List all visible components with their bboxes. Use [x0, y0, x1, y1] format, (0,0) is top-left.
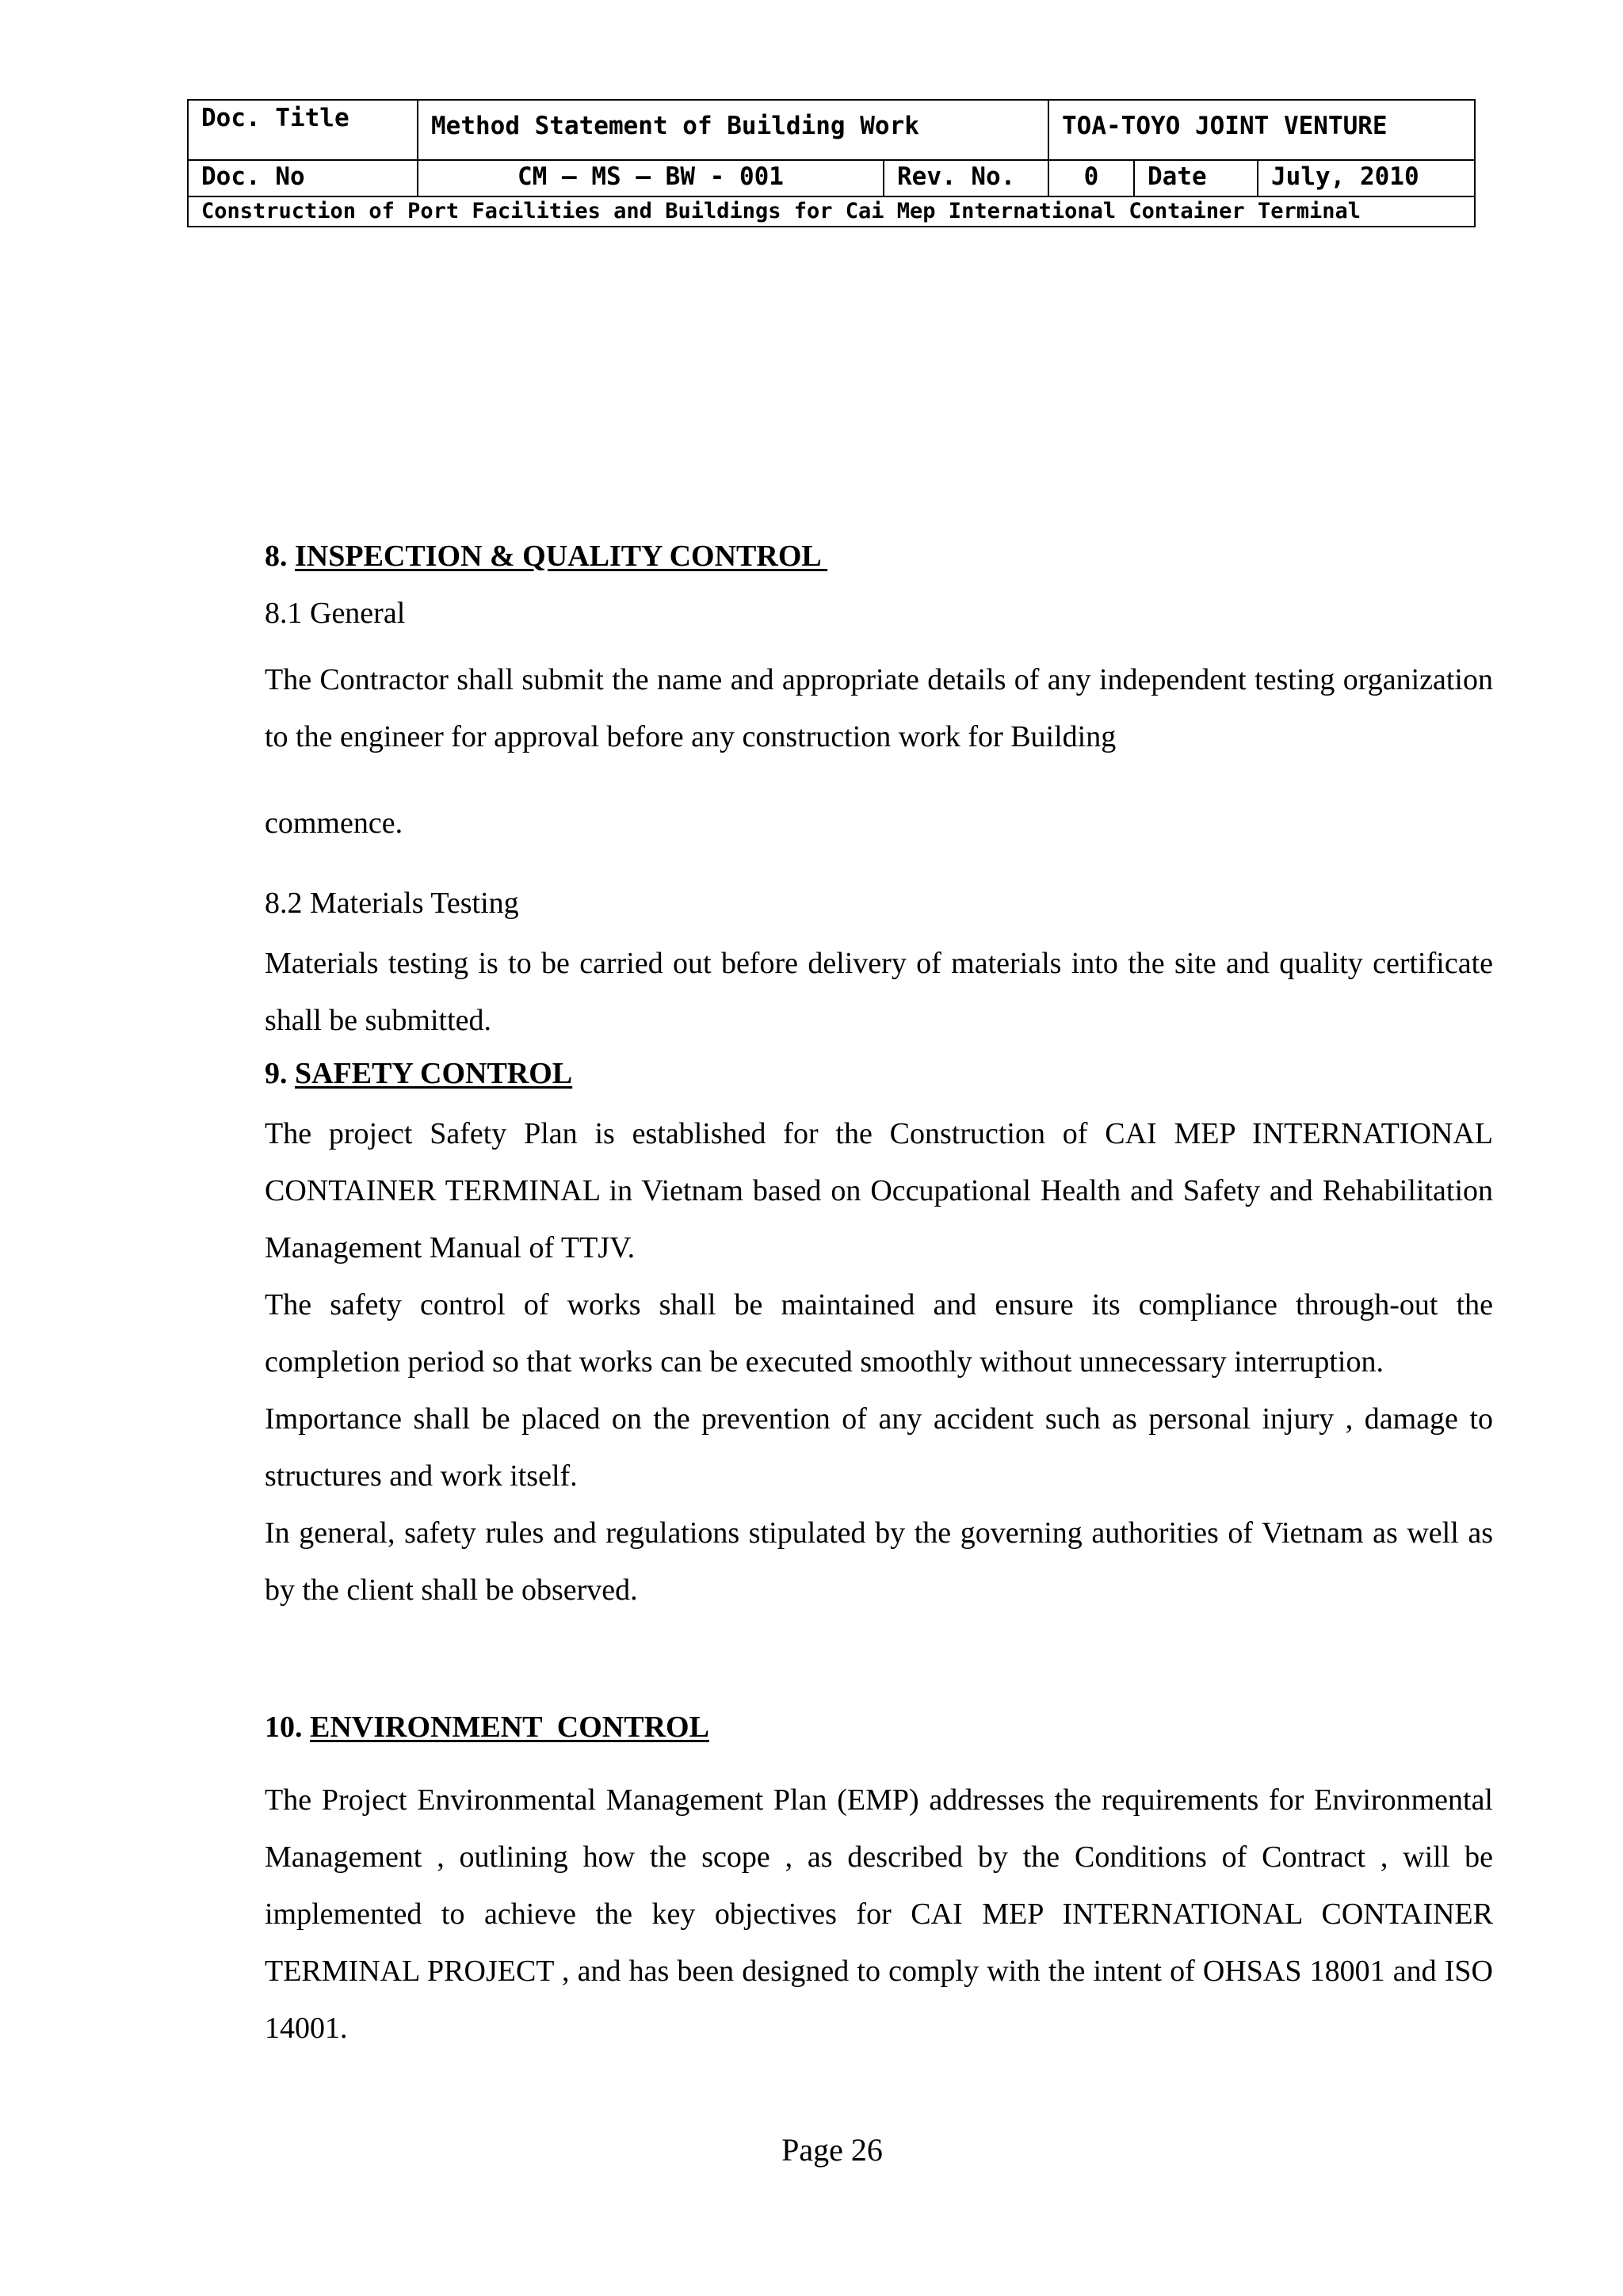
section-8-1-paragraph: The Contractor shall submit the name and appropriate details of any independent testing organization to the engineer for approval before any construction work for Building [265, 663, 1493, 753]
section-8-number: 8. [265, 540, 288, 573]
section-8-title: INSPECTION & QUALITY CONTROL [295, 540, 828, 573]
section-9-heading [265, 1056, 1493, 1091]
section-9-number: 9. [265, 1057, 288, 1090]
section-8-heading [265, 539, 1493, 574]
date-label: Date [1134, 160, 1258, 196]
doc-no-value: CM – MS – BW - 001 [418, 160, 884, 196]
section-9-paragraph-4: In general, safety rules and regulations stipulated by the governing authorities of Vietnam as well as by the client shall be observed. [265, 1516, 1493, 1607]
section-8-1-paragraph-end: commence. [265, 807, 403, 840]
section-9-paragraph-3: Importance shall be placed on the prevention of any accident such as personal injury , damage to structures and work itself. [265, 1402, 1493, 1493]
section-10-paragraph-1: The Project Environmental Management Plan (EMP) addresses the requirements for Environmental Management , outlining how the scope , as described by the Conditions of Contract , will be implemented to achieve the key objectives for CAI MEP INTERNATIONAL CONTAINER TERMINAL PROJECT , and has been designed to comply with the intent of OHSAS 18001 and ISO 14001. [265, 1783, 1493, 2045]
rev-no-label: Rev. No. [884, 160, 1048, 196]
section-8-2-title: 8.2 Materials Testing [265, 887, 519, 920]
doc-no-label: Doc. No [188, 160, 418, 196]
section-10-number: 10. [265, 1711, 303, 1744]
company-name: TOA-TOYO JOINT VENTURE [1048, 100, 1475, 160]
section-9-title: SAFETY CONTROL [295, 1057, 573, 1090]
project-name: Construction of Port Facilities and Buildings for Cai Mep International Container Terminal [188, 196, 1475, 227]
section-8-2-paragraph: Materials testing is to be carried out before delivery of materials into the site and quality certificate shall be submitted. [265, 947, 1493, 1037]
section-10-heading [265, 1710, 1493, 1745]
page-number: Page 26 [781, 2132, 883, 2168]
section-10-title: ENVIRONMENT CONTROL [310, 1711, 709, 1744]
section-9-paragraph-1: The project Safety Plan is established for the Construction of CAI MEP INTERNATIONAL CONTAINER TERMINAL in Vietnam based on Occupational Health and Safety and Rehabilitation Management Manual of TTJV. [265, 1117, 1493, 1264]
section-9-paragraph-2: The safety control of works shall be maintained and ensure its compliance through-out the completion period so that works can be executed smoothly without unnecessary interruption. [265, 1288, 1493, 1379]
doc-title-value: Method Statement of Building Work [418, 100, 1048, 160]
doc-title-label: Doc. Title [188, 100, 418, 160]
section-8-1-title: 8.1 General [265, 597, 406, 630]
date-value: July, 2010 [1258, 160, 1475, 196]
rev-no-value: 0 [1048, 160, 1134, 196]
document-header-table [187, 99, 1476, 227]
